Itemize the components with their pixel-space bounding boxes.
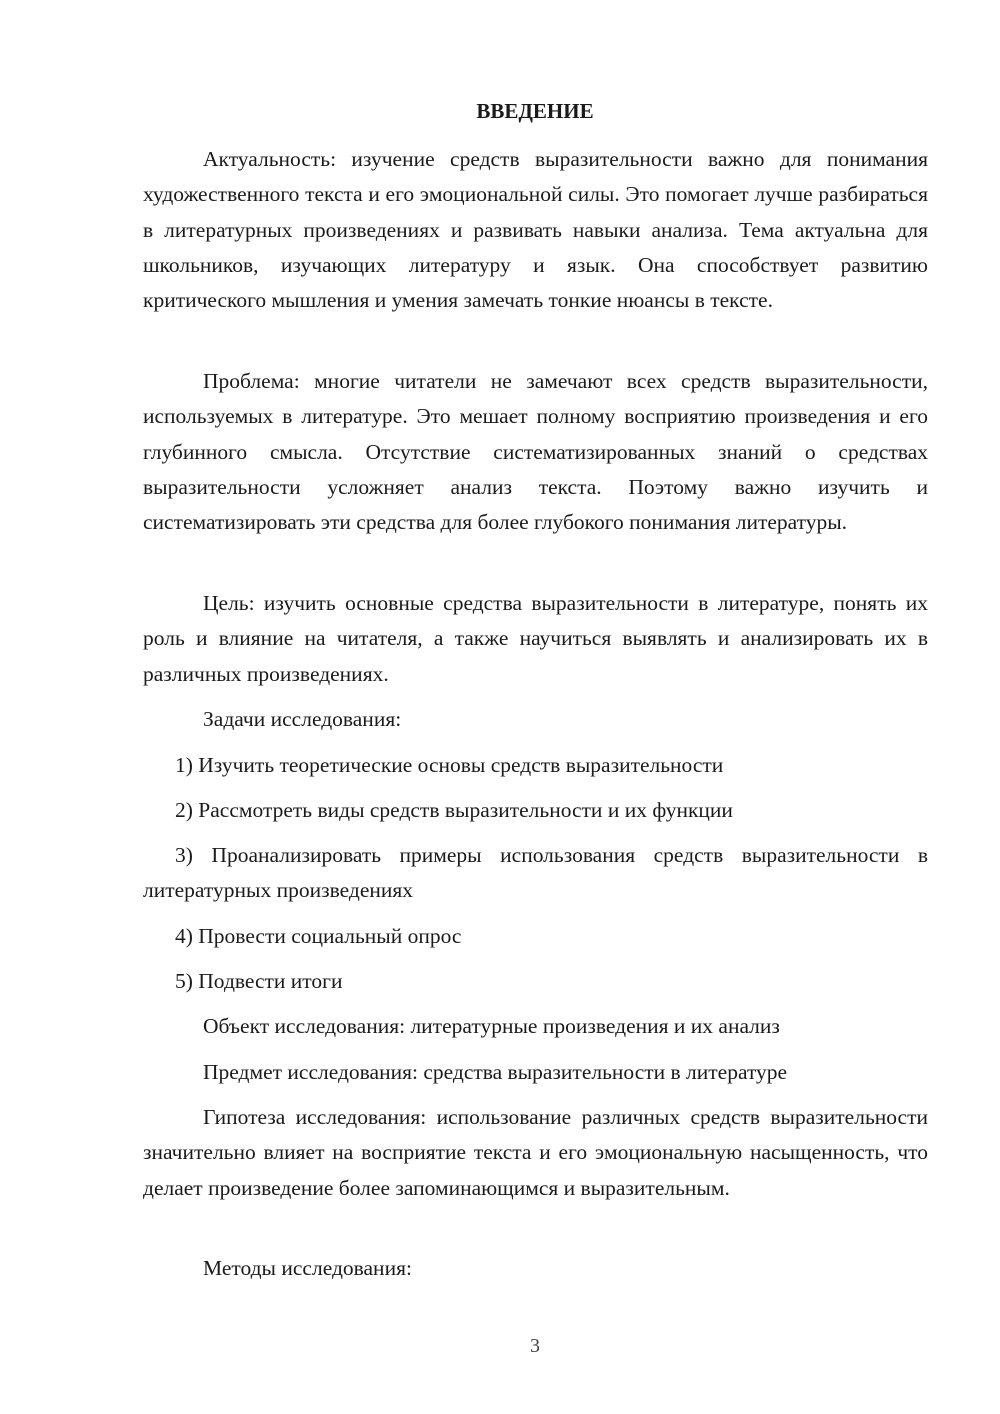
- methods-heading: Методы исследования:: [203, 1256, 412, 1280]
- task-item: 4) Провести социальный опрос: [175, 924, 462, 948]
- relevance-paragraph-block: [143, 142, 928, 318]
- problem-paragraph: Проблема: многие читатели не замечают всех средств выразительности, используемых в литературе. Это мешает полному восприятию произведения и его глубинного смысла. Отсутствие систематизированных знаний о средствах выразительности усложняет анализ текста. Поэтому важно изучить и систематизировать эти средства для более глубокого понимания литературы.: [143, 369, 928, 535]
- hypothesis-paragraph: Гипотеза исследования: использование различных средств выразительности значительно влияет на восприятие текста и его эмоциональную насыщенность, что делает произведение более запоминающимся и выразительным.: [143, 1105, 928, 1200]
- object-paragraph-block: [143, 1009, 928, 1044]
- relevance-paragraph: Актуальность: изучение средств выразительности важно для понимания художественного текста и его эмоциональной силы. Это помогает лучше разбираться в литературных произведениях и развивать навыки анализа. Тема актуальна для школьников, изучающих литературу и язык. Она способствует развитию критического мышления и умения замечать тонкие нюансы в тексте.: [143, 147, 928, 313]
- task-item-4-block: [143, 919, 928, 954]
- task-item: 1) Изучить теоретические основы средств выразительности: [175, 753, 724, 777]
- task-item-2-block: [143, 793, 928, 828]
- goal-paragraph-block: [143, 586, 928, 692]
- hypothesis-paragraph-block: [143, 1100, 928, 1206]
- page-number: 3: [530, 1335, 540, 1357]
- task-item: 2) Рассмотреть виды средств выразительности и их функции: [175, 798, 733, 822]
- task-item-1-block: [143, 748, 928, 783]
- methods-heading-block: [143, 1251, 928, 1286]
- problem-paragraph-block: [143, 364, 928, 540]
- subject-paragraph-block: [143, 1055, 928, 1090]
- task-item-3-block: [143, 838, 928, 909]
- object-paragraph: Объект исследования: литературные произведения и их анализ: [203, 1014, 780, 1038]
- section-title: ВВЕДЕНИЕ: [476, 99, 594, 123]
- tasks-heading-block: [143, 702, 928, 737]
- task-item: 3) Проанализировать примеры использования средств выразительности в литературных произведениях: [143, 843, 928, 903]
- goal-paragraph: Цель: изучить основные средства выразительности в литературе, понять их роль и влияние на читателя, а также научиться выявлять и анализировать их в различных произведениях.: [143, 591, 928, 686]
- task-item: 5) Подвести итоги: [175, 969, 343, 993]
- tasks-heading: Задачи исследования:: [203, 707, 402, 731]
- task-item-5-block: [143, 964, 928, 999]
- subject-paragraph: Предмет исследования: средства выразительности в литературе: [203, 1060, 788, 1084]
